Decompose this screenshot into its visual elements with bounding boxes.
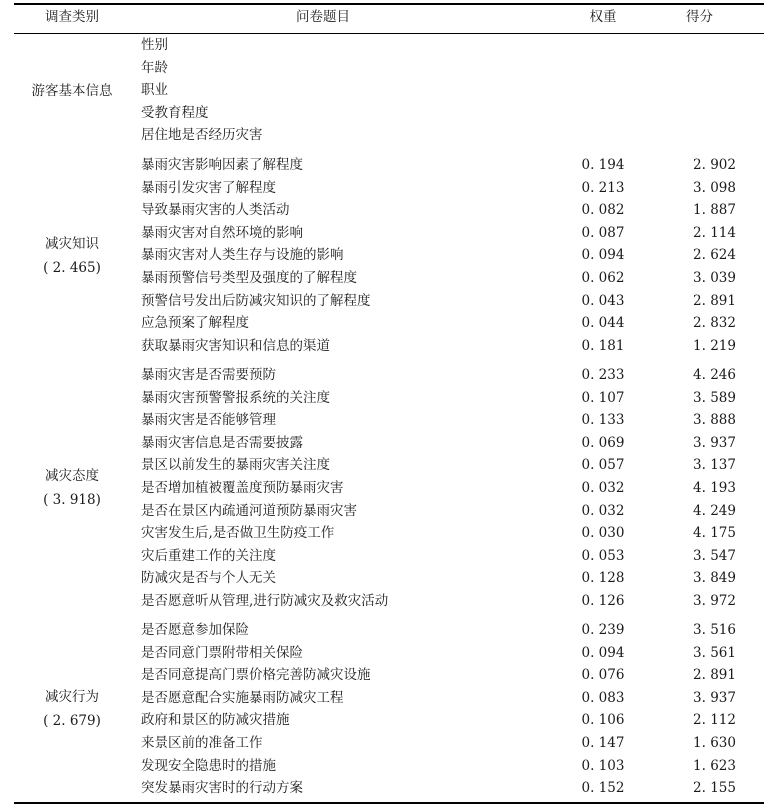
weight-cell: 0. 043 — [581, 292, 625, 309]
weight-cell: 0. 094 — [581, 247, 625, 264]
category-name: 减灾知识 — [45, 235, 99, 252]
header-weight: 权重 — [589, 9, 617, 25]
header-category: 调查类别 — [45, 9, 99, 25]
score-cell: 3. 516 — [693, 622, 736, 638]
score-cell: 3. 137 — [693, 457, 736, 474]
question-cell: 灾后重建工作的关注度 — [141, 547, 276, 564]
question-cell: 发现安全隐患时的措施 — [141, 757, 276, 774]
category-name: 减灾行为 — [45, 689, 99, 706]
category-score: ( 3. 918) — [43, 492, 101, 509]
question-cell: 暴雨灾害对自然环境的影响 — [141, 224, 303, 241]
question-cell: 是否愿意听从管理,进行防减灾及救灾活动 — [141, 593, 389, 609]
question-cell: 应急预案了解程度 — [141, 315, 249, 332]
category-name: 游客基本信息 — [31, 82, 113, 99]
score-cell: 2. 832 — [693, 315, 736, 332]
category-name: 减灾态度 — [45, 468, 99, 485]
question-cell: 居住地是否经历灾害 — [141, 127, 263, 144]
weight-cell: 0. 107 — [581, 389, 625, 406]
weight-cell: 0. 103 — [581, 757, 625, 774]
weight-cell: 0. 128 — [581, 570, 625, 587]
question-cell: 年龄 — [141, 59, 168, 76]
score-cell: 1. 219 — [693, 337, 736, 354]
weight-cell: 0. 213 — [581, 179, 625, 196]
weight-cell: 0. 094 — [581, 644, 625, 661]
score-cell: 1. 623 — [693, 757, 736, 774]
header-rule — [14, 33, 764, 34]
score-cell: 1. 630 — [693, 735, 736, 751]
weight-cell: 0. 083 — [581, 689, 625, 706]
score-cell: 3. 098 — [693, 179, 736, 196]
question-cell: 受教育程度 — [141, 104, 209, 121]
weight-cell: 0. 069 — [581, 434, 625, 451]
weight-cell: 0. 032 — [581, 502, 625, 519]
question-cell: 暴雨灾害对人类生存与设施的影响 — [141, 247, 344, 264]
question-cell: 突发暴雨灾害时的行动方案 — [141, 780, 303, 797]
question-cell: 是否增加植被覆盖度预防暴雨灾害 — [141, 480, 344, 496]
header-question: 问卷题目 — [296, 9, 350, 25]
question-cell: 暴雨预警信号类型及强度的了解程度 — [141, 270, 357, 286]
question-cell: 暴雨灾害是否能够管理 — [141, 412, 276, 429]
weight-cell: 0. 062 — [581, 270, 625, 286]
question-cell: 是否愿意配合实施暴雨防减灾工程 — [141, 689, 344, 706]
question-cell: 是否在景区内疏通河道预防暴雨灾害 — [141, 502, 357, 519]
weight-cell: 0. 126 — [581, 593, 625, 609]
weight-cell: 0. 044 — [581, 315, 625, 332]
header-score: 得分 — [686, 9, 713, 25]
score-cell: 2. 891 — [693, 667, 736, 684]
weight-cell: 0. 152 — [581, 780, 625, 797]
score-cell: 2. 114 — [693, 224, 736, 241]
weight-cell: 0. 147 — [581, 735, 625, 751]
weight-cell: 0. 239 — [581, 622, 625, 638]
score-cell: 3. 849 — [693, 570, 736, 587]
score-cell: 3. 888 — [693, 412, 736, 429]
weight-cell: 0. 030 — [581, 525, 625, 542]
question-cell: 来景区前的准备工作 — [141, 735, 263, 751]
score-cell: 3. 039 — [693, 270, 736, 286]
weight-cell: 0. 053 — [581, 547, 625, 564]
score-cell: 3. 561 — [693, 644, 736, 661]
weight-cell: 0. 133 — [581, 412, 625, 429]
weight-cell: 0. 082 — [581, 202, 625, 219]
bottom-rule — [14, 802, 764, 804]
question-cell: 是否愿意参加保险 — [141, 622, 249, 638]
weight-cell: 0. 032 — [581, 480, 625, 496]
weight-cell: 0. 194 — [581, 157, 625, 173]
score-cell: 3. 972 — [693, 593, 736, 609]
weight-cell: 0. 181 — [581, 337, 625, 354]
category-score: ( 2. 679) — [43, 713, 101, 730]
score-cell: 2. 155 — [693, 780, 736, 797]
weight-cell: 0. 076 — [581, 667, 625, 684]
question-cell: 灾害发生后,是否做卫生防疫工作 — [141, 525, 335, 542]
score-cell: 3. 937 — [693, 434, 736, 451]
weight-cell: 0. 057 — [581, 457, 625, 474]
question-cell: 预警信号发出后防减灾知识的了解程度 — [141, 292, 371, 309]
score-cell: 4. 175 — [693, 525, 736, 542]
score-cell: 3. 547 — [693, 547, 736, 564]
score-cell: 2. 624 — [693, 247, 736, 264]
question-cell: 暴雨灾害预警警报系统的关注度 — [141, 389, 330, 406]
question-cell: 暴雨灾害是否需要预防 — [141, 367, 276, 383]
question-cell: 防减灾是否与个人无关 — [141, 570, 276, 587]
question-cell: 景区以前发生的暴雨灾害关注度 — [141, 457, 330, 474]
score-cell: 2. 891 — [693, 292, 736, 309]
score-cell: 4. 246 — [693, 367, 736, 383]
question-cell: 暴雨灾害影响因素了解程度 — [141, 157, 303, 173]
weight-cell: 0. 087 — [581, 224, 625, 241]
question-cell: 暴雨引发灾害了解程度 — [141, 179, 276, 196]
question-cell: 是否同意门票附带相关保险 — [141, 644, 303, 661]
category-score: ( 2. 465) — [43, 259, 101, 276]
score-cell: 4. 193 — [693, 480, 736, 496]
question-cell: 性别 — [141, 37, 168, 53]
question-cell: 政府和景区的防减灾措施 — [141, 712, 290, 729]
score-cell: 4. 249 — [693, 502, 736, 519]
score-cell: 2. 902 — [693, 157, 736, 173]
weight-cell: 0. 106 — [581, 712, 625, 729]
question-cell: 获取暴雨灾害知识和信息的渠道 — [141, 337, 330, 354]
score-cell: 3. 937 — [693, 689, 736, 706]
score-cell: 1. 887 — [693, 202, 736, 219]
question-cell: 暴雨灾害信息是否需要披露 — [141, 434, 303, 451]
question-cell: 职业 — [141, 82, 168, 99]
score-cell: 3. 589 — [693, 389, 736, 406]
top-rule — [14, 3, 764, 5]
score-cell: 2. 112 — [693, 712, 736, 729]
weight-cell: 0. 233 — [581, 367, 625, 383]
question-cell: 是否同意提高门票价格完善防减灾设施 — [141, 667, 371, 684]
question-cell: 导致暴雨灾害的人类活动 — [141, 202, 290, 219]
